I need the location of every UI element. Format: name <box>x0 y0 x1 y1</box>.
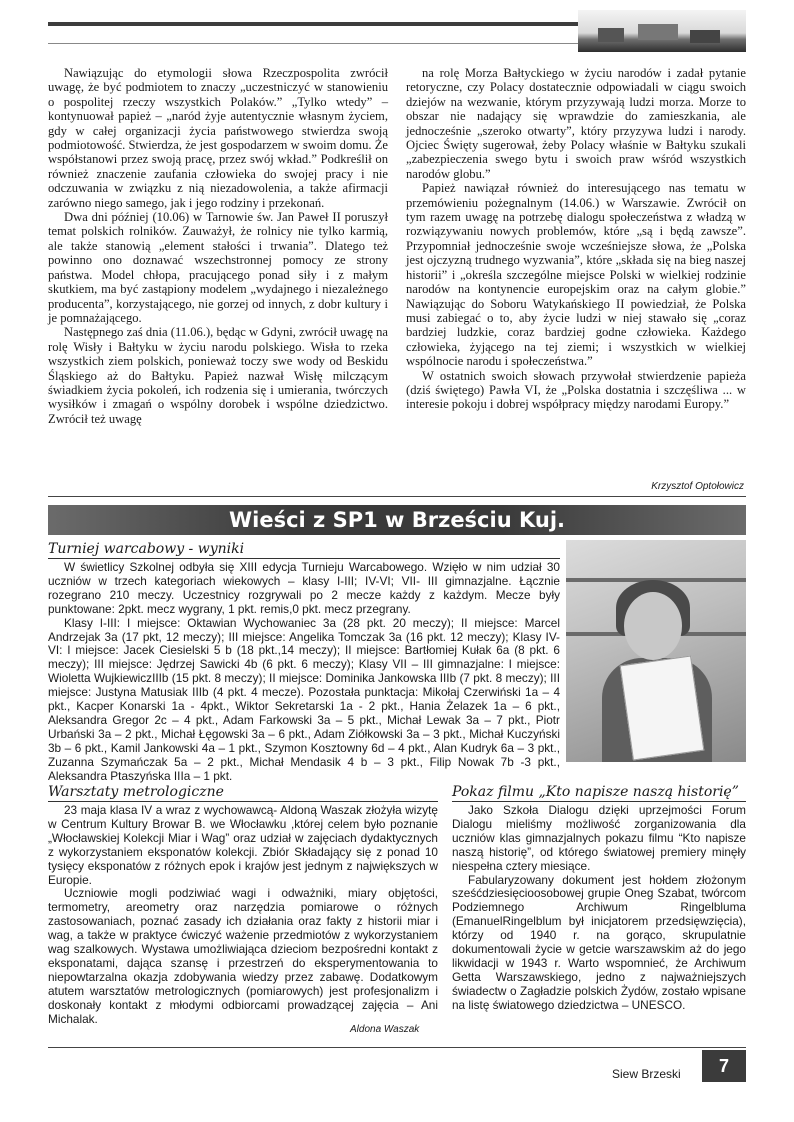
section-paragraph: Klasy I-III: I miejsce: Oktawian Wychowaniec 3a (28 pkt. 20 meczy); II miejsce: Marcel Andrzejak 3a (17 pkt, 12 meczy); III miejsce: Angelika Tomczak 3a (16 pkt. 12 meczy); Klasy IV-VI: I miejsce: Jacek Ciesielski 5 b (18 pkt.,14 meczy); II miejsce: Bartłomiej Kułak 6a (8 pkt. 6 meczy); III miejsce: Jędrzej Sawicki 4b (6 pkt. 6 meczy); Klasy VII – III gimnazjalne: I miejsce: Wioletta WujkiewiczIIIb (15 pkt. 8 meczy); II miejsce: Dominika Jankowska IIIb (7 pkt. 8 meczy); III miejsce: Justyna Matusiak IIIb (4 pkt. 4 mecze). Pozostała punktacja: Mikołaj Czerwiński 1a – 4 pkt., Kacper Konarski 1a - 4pkt., Wiktor Sekretarski 1a - 2 pkt., Hania Żelazek 1a – 6 pkt., Aleksandra Gregor 2c – 4 pkt., Adam Farkowski 3a – 5 pkt., Michał Lewak 3a – 7 pkt., Piotr Urbański 3a – 2 pkt., Michał Łęgowski 3a – 6 pkt., Adam Ziółkowski 3a – 3 pkt., Michał Kuczyński 3b – 6 pkt., Kamil Jankowski 4a – 1 pkt., Szymon Kosztowny 6d – 4 pkt., Alan Kudryk 6a – 3 pkt., Zuzanna Szymańczak 5a – 2 pkt., Michał Mendasik 4 b – 3 pkt., Filip Nowak 7b -3 pkt., Aleksandra Ptaszyńska IIIa – 1 pkt. <box>48 615 560 783</box>
publication-name: Siew Brzeski <box>612 1067 681 1081</box>
header-rule <box>48 22 578 44</box>
section-title: Turniej warcabowy - wyniki <box>48 541 560 559</box>
page-number: 7 <box>702 1050 746 1082</box>
article-paragraph: Następnego zaś dnia (11.06.), będąc w Gdyni, zwrócił uwagę na rolę Wisły i Bałtyku w życiu narodu polskiego. Wisła to rzeka wszystkich ziem polskich, ponieważ toczy swe wody od Beskidu Śląskiego aż do Bałtyku. Papież nazwał Wisłę milczącym świadkiem życia pokoleń, ich rodzenia się i umierania, twórczych wysiłków i zmagań o wspólny dorobek i wspólne dziedzictwo. Zwrócił też uwagę <box>48 325 388 426</box>
article-paragraph: W ostatnich swoich słowach przywołał stwierdzenie papieża (dziś świętego) Pawła VI, że „Polska dostatnia i szczęśliwa ... w interesie pokoju i dobrej współpracy między narodami Europy.” <box>406 368 746 412</box>
section-paragraph: W świetlicy Szkolnej odbyła się XIII edycja Turnieju Warcabowego. Wzięło w nim udział 30 uczniów w trzech kategoriach wiekowych – klasy I-III; IV-VI; VII- III gimnazjalne. Łącznie rozegrano 210 meczy. Uczestnicy rozgrywali po 2 mecze każdy z każdym. Mecze były punktowane: 2pkt. mecz wygrany, 1 pkt. remis,0 pkt. mecz przegrany. <box>48 560 560 616</box>
section-title: Warsztaty metrologiczne <box>48 784 438 802</box>
section-paragraph: 23 maja klasa IV a wraz z wychowawcą- Aldoną Waszak złożyła wizytę w Centrum Kultury Browar B. we Włocławku ,której celem było poznanie „Włocławskiej Kolekcji Miar i Wag” oraz udział w zajęciach dydaktycznych z wykorzystaniem eksponatów kolekcji. Zbiór Składający się z ponad 10 tysięcy eksponatów z różnych epok i krajów jest jednym z największych w Europie. <box>48 803 438 887</box>
section-title: Pokaz filmu „Kto napisze naszą historię” <box>452 784 746 802</box>
section-paragraph: Jako Szkoła Dialogu dzięki uprzejmości Forum Dialogu mieliśmy możliwość zorganizowania dla uczniów klas gimnazjalnych pokazu filmu “Kto napisze naszą historię”, od którego światowej premiery minęły niespełna cztery miesiące. <box>452 803 746 873</box>
article-paragraph: Papież nawiązał również do interesującego nas tematu w przemówieniu pożegnalnym (14.06.) w Warszawie. Zwrócił on tym razem uwagę na potrzebę dialogu społeczeństwa z władzą w rozwiązywaniu nowych problemów, które „są i będą zawsze”. Przypomniał jednocześnie swoje wcześniejsze słowa, że „Polska jest ojczyzną trudnego wyzwania”, które „składa się na bieg naszej historii” i „określa szczególne miejsce Polski w wielkiej rodzinie narodów na kontynencie europejskim oraz na całym globie.” Nawiązując do Soboru Watykańskiego II powiedział, że Polska musi zabiegać o to, aby życie ludzi w niej stawało się „coraz bardziej ludzkie, coraz bardziej godne człowieka. Każdego człowieka, żyjącego na tej ziemi; i wszystkich w wielkiej wspólnocie narodu i społeczeństwa.” <box>406 181 746 369</box>
student-photo <box>566 540 746 762</box>
article-paragraph: Dwa dni później (10.06) w Tarnowie św. Jan Paweł II poruszył temat polskich rolników. Zauważył, że rolnicy nie tylko karmią, ale także stanowią „element stałości i trwania”. Dlatego też powinno ono doznawać wszechstronnej pomocy ze strony państwa. Model chłopa, pracującego ponad siły i z małym skutkiem, ma być zastąpiony modelem „wydajnego i niezależnego producenta”, korzystającego, nie gorzej od innych, z dobr kultury i je pomnażającego. <box>48 210 388 325</box>
section-author: Aldona Waszak <box>350 1024 420 1035</box>
header-town-image <box>578 10 746 52</box>
section-metrology-workshop <box>48 784 438 1027</box>
footer-rule <box>48 1047 746 1048</box>
section-checkers-tournament <box>48 541 560 784</box>
section-paragraph: Fabularyzowany dokument jest hołdem złożonym sześćdziesięcioosobowej grupie Oneg Szabat, twórcom Podziemnego Archiwum Ringelbluma (EmanuelRingelblum był inicjatorem przedsięwzięcia), którzy od 1940 r. na gorąco, skrupulatnie dokumentowali życie w getcie warszawskim aż do jego likwidacji w 1943 r. Warto wspomnieć, że Archiwum Getta Warszawskiego, jedno z najważniejszych świadectw o Zagładzie polskich Żydów, zostało wpisane na listę światowego dziedzictwa – UNESCO. <box>452 872 746 1012</box>
section-film-screening <box>452 784 746 1013</box>
article-author: Krzysztof Optołowicz <box>651 481 744 492</box>
section-divider <box>48 496 746 497</box>
article-column-right <box>406 66 746 412</box>
article-paragraph: na rolę Morza Bałtyckiego w życiu narodów i zadał pytanie retoryczne, czy Polacy dostatecznie odpowiadali w ciągu swoich dziejów na wezwanie, którym przyzywają ludzi morza. Morze to obszar nie nadający się wprawdzie do zamieszkania, ale jednocześnie „szeroko otwarty”, który przyzywa ludzi i narody. Ojciec Święty sugerował, żeby Polacy właśnie w Bałtyku szukali „zabezpieczenia swego bytu i swoich praw wśród wszystkich narodów globu.” <box>406 66 746 181</box>
article-paragraph: Nawiązując do etymologii słowa Rzeczpospolita zwrócił uwagę, że być podmiotem to znaczy „uczestniczyć w stanowieniu o pospolitej rzeczy wszystkich Polaków.” „Tylko wtedy” – kontynuował papież – „naród żyje autentycznie własnym życiem, gdy w całej organizacji życia państwowego stwierdza swoją podmiotowość. Stwierdza, że jest gospodarzem w swoim domu. Że współstanowi przez swoją pracę, przez swój wkład.” Podkreślił on również znaczenie zaufania człowieka do swojej pracy i nie odczuwania w związku z nią niezadowolenia, a także afirmacji zarówno niego samego, jak i jego rodziny i przekonań. <box>48 66 388 210</box>
article-column-left <box>48 66 388 426</box>
section-paragraph: Uczniowie mogli podziwiać wagi i odważniki, miary objętości, termometry, areometry oraz narzędzia pomiarowe o różnych zastosowaniach, poznać zasady ich działania oraz fakty z historii miar i wag, a także w praktyce ćwiczyć ważenie przedmiotów z wykorzystaniem wag szalkowych. Wystawa umożliwiająca dzieciom bezpośredni kontakt z eksponatami, dająca szansę i przestrzeń do eksperymentowania to niepowtarzalna okazja zdobywania wiedzy przez zabawę. Dodatkowym atutem warsztatów metrologicznych (pomiarowych) jest profesjonalizm i doskonały kontakt z młodymi odbiorcami prowadzącej zajęcia – Ani Michalak. <box>48 886 438 1026</box>
section-banner: Wieści z SP1 w Brześciu Kuj. <box>48 505 746 535</box>
